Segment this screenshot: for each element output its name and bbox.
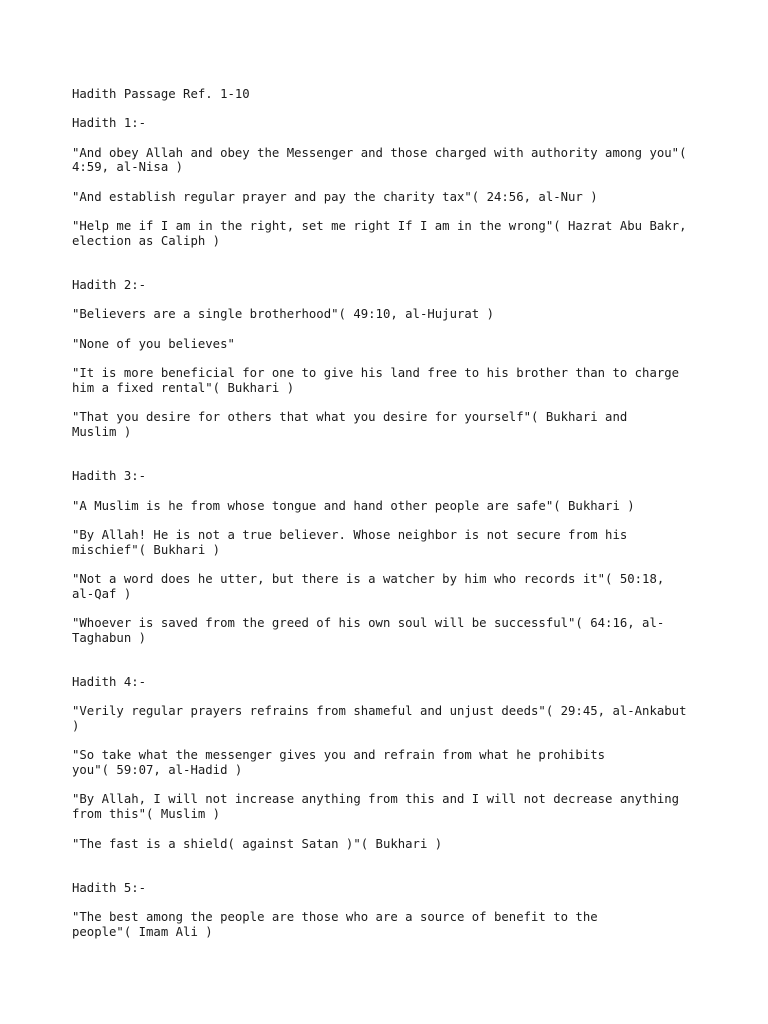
quote-line: ): [72, 718, 80, 733]
quote-paragraph: [72, 410, 712, 439]
quote-paragraph: [72, 792, 712, 821]
quote-paragraph: [72, 528, 712, 557]
quote-line: him a fixed rental"( Bukhari ): [72, 380, 295, 395]
quote-paragraph: [72, 704, 712, 733]
quote-paragraph: [72, 190, 712, 205]
section-heading: Hadith 2:-: [72, 278, 147, 293]
quote-line: "Whoever is saved from the greed of his own soul will be successful"( 64:16, al-: [72, 616, 665, 631]
quote-paragraph: [72, 572, 712, 601]
quote-line: from this"( Muslim ): [72, 807, 221, 822]
quote-line: "The best among the people are those who are a source of benefit to the: [72, 910, 598, 925]
quote-line: "Help me if I am in the right, set me right If I am in the wrong"( Hazrat Abu Bakr,: [72, 219, 687, 234]
quote-paragraph: [72, 146, 712, 175]
quote-line: "By Allah, I will not increase anything from this and I will not decrease anything: [72, 792, 680, 807]
quote-line: al-Qaf ): [72, 586, 132, 601]
document-page: [72, 87, 712, 939]
section-heading: Hadith 3:-: [72, 469, 147, 484]
quote-line: "That you desire for others that what you desire for yourself"( Bukhari and: [72, 410, 628, 425]
quote-line: Taghabun ): [72, 630, 147, 645]
quote-line: "And obey Allah and obey the Messenger and those charged with authority among you"(: [72, 145, 687, 160]
section-heading: Hadith 1:-: [72, 116, 147, 131]
quote-line: "So take what the messenger gives you and refrain from what he prohibits: [72, 748, 606, 763]
quote-line: election as Caliph ): [72, 233, 221, 248]
quote-line: 4:59, al-Nisa ): [72, 160, 184, 175]
quote-paragraph: [72, 307, 712, 322]
quote-line: people"( Imam Ali ): [72, 924, 213, 939]
quote-line: "It is more beneficial for one to give his land free to his brother than to charge: [72, 366, 680, 381]
quote-paragraph: [72, 366, 712, 395]
quote-line: Muslim ): [72, 425, 132, 440]
section-heading: Hadith 5:-: [72, 880, 147, 895]
quote-paragraph: [72, 337, 712, 352]
hadith-section-3: [72, 469, 712, 645]
quote-line: "Not a word does he utter, but there is a watcher by him who records it"( 50:18,: [72, 572, 665, 586]
quote-line: mischief"( Bukhari ): [72, 542, 221, 557]
hadith-section-2: [72, 278, 712, 440]
quote-line: "None of you believes": [72, 336, 235, 351]
section-heading: Hadith 4:-: [72, 674, 147, 689]
quote-paragraph: [72, 910, 712, 939]
hadith-section-1: [72, 116, 712, 248]
hadith-section-4: [72, 675, 712, 851]
quote-paragraph: [72, 748, 712, 777]
quote-line: "And establish regular prayer and pay the charity tax"( 24:56, al-Nur ): [72, 189, 598, 204]
quote-line: "Verily regular prayers refrains from shameful and unjust deeds"( 29:45, al-Ankabut: [72, 704, 687, 719]
quote-line: "A Muslim is he from whose tongue and hand other people are safe"( Bukhari ): [72, 498, 635, 513]
document-title: Hadith Passage Ref. 1-10: [72, 87, 250, 101]
quote-paragraph: [72, 219, 712, 248]
quote-line: "The fast is a shield( against Satan )"( Bukhari ): [72, 836, 443, 851]
quote-line: "By Allah! He is not a true believer. Whose neighbor is not secure from his: [72, 527, 628, 542]
quote-paragraph: [72, 616, 712, 645]
quote-line: "Believers are a single brotherhood"( 49:10, al-Hujurat ): [72, 307, 494, 322]
hadith-section-5: [72, 881, 712, 940]
quote-paragraph: [72, 499, 712, 514]
quote-paragraph: [72, 837, 712, 852]
quote-line: you"( 59:07, al-Hadid ): [72, 763, 243, 778]
